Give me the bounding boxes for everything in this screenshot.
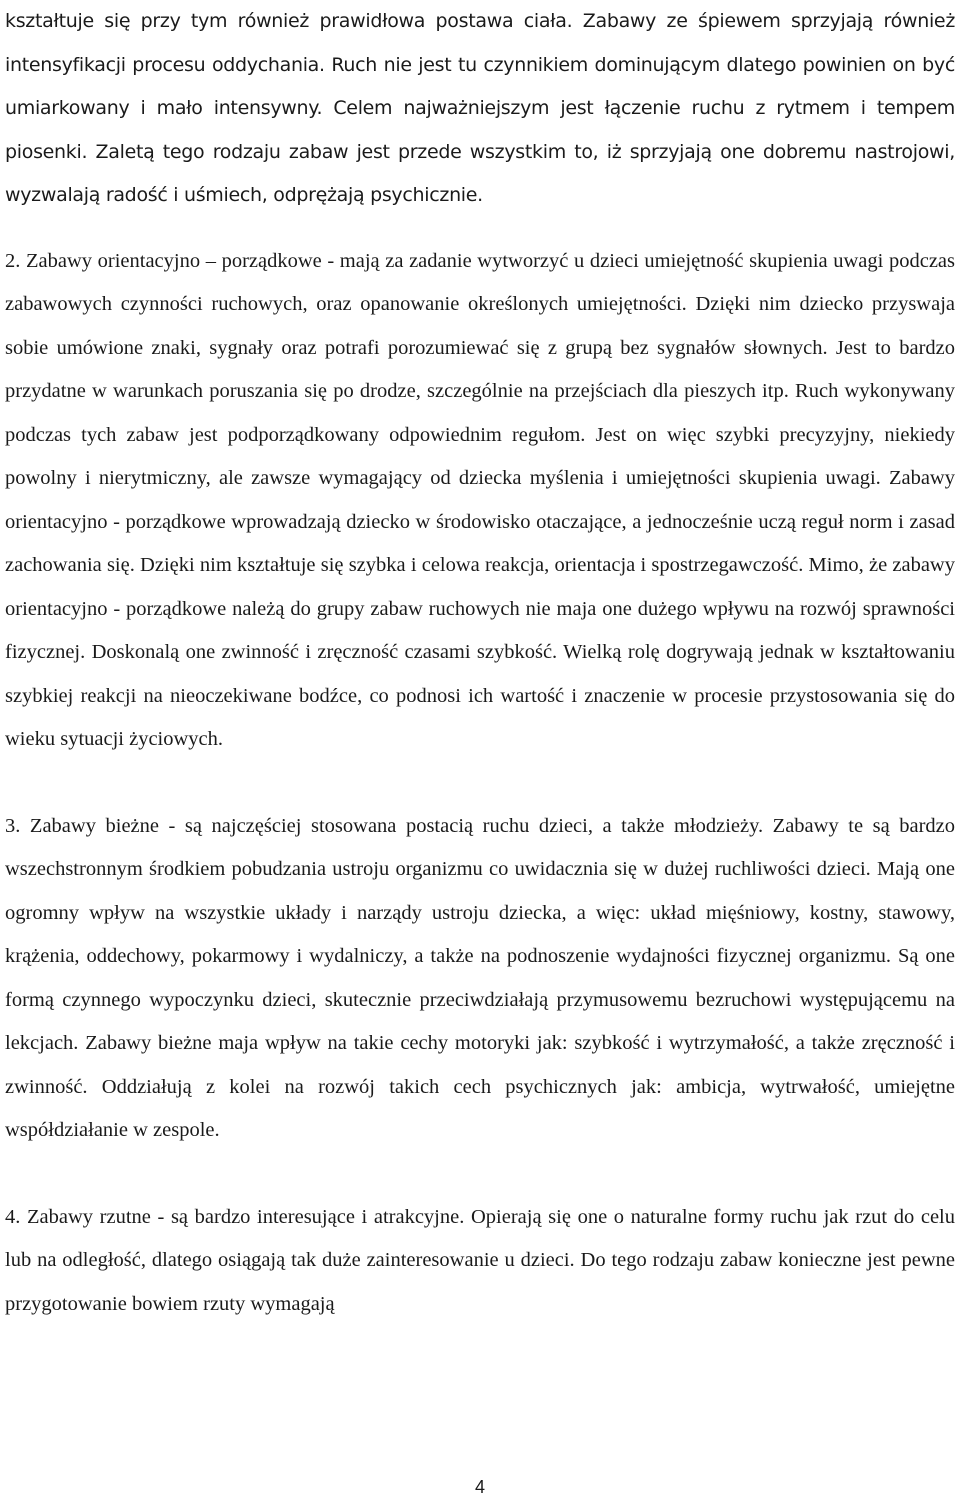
document-page <box>5 0 955 1326</box>
page-number: 4 <box>474 1477 485 1497</box>
paragraph-throwing-games: 4. Zabawy rzutne - są bardzo interesujące i atrakcyjne. Opierają się one o naturalne formy ruchu jak rzut do celu lub na odległość, dlatego osiągają tak duże zainteresowanie u dzieci. Do tego rodzaju zabaw konieczne jest pewne przygotowanie bowiem rzuty wymagają <box>5 1205 955 1315</box>
paragraph-spacer <box>5 762 955 805</box>
paragraph-spacer <box>5 218 955 240</box>
paragraph-orientation-games: 2. Zabawy orientacyjno – porządkowe - mają za zadanie wytworzyć u dzieci umiejętność skupienia uwagi podczas zabawowych czynności ruchowych, oraz opanowanie określonych umiejętności. Dzięki nim dziecko przyswaja sobie umówione znaki, sygnały oraz potrafi porozumiewać się z grupą bez sygnałów słownych. Jest to bardzo przydatne w warunkach poruszania się po drodze, szczególnie na przejściach dla pieszych itp. Ruch wykonywany podczas tych zabaw jest podporządkowany odpowiednim regułom. Jest on więc szybki precyzyjny, niekiedy powolny i nierytmiczny, ale zawsze wymagający od dziecka myślenia i umiejętności skupienia uwagi. Zabawy orientacyjno - porządkowe wprowadzają dziecko w środowisko otaczające, a jednocześnie uczą reguł norm i zasad zachowania się. Dzięki nim kształtuje się szybka i celowa reakcja, orientacja i spostrzegawczość. Mimo, że zabawy orientacyjno - porządkowe należą do grupy zabaw ruchowych nie maja one dużego wpływu na rozwój sprawności fizycznej. Doskonalą one zwinność i zręczność czasami szybkość. Wielką rolę dogrywają jednak w kształtowaniu szybkiej reakcji na nieoczekiwane bodźce, co podnosi ich wartość i znaczenie w procesie przystosowania się do wieku sytuacji życiowych. <box>5 249 955 750</box>
paragraph-spacer <box>5 1153 955 1196</box>
paragraph-singing-games: kształtuje się przy tym również prawidłowa postawa ciała. Zabawy ze śpiewem sprzyjają również intensyfikacji procesu oddychania. Ruch nie jest tu czynnikiem dominującym dlatego powinien on być umiarkowany i mało intensywny. Celem najważniejszym jest łączenie ruchu z rytmem i tempem piosenki. Zaletą tego rodzaju zabaw jest przede wszystkim to, iż sprzyjają one dobremu nastrojowi, wyzwalają radość i uśmiech, odprężają psychicznie. <box>5 10 955 206</box>
paragraph-running-games: 3. Zabawy bieżne - są najczęściej stosowana postacią ruchu dzieci, a także młodzieży. Zabawy te są bardzo wszechstronnym środkiem pobudzania ustroju organizmu co uwidacznia się w dużej ruchliwości dzieci. Mają one ogromny wpływ na wszystkie układy i narządy ustroju dziecka, a więc: układ mięśniowy, kostny, stawowy, krążenia, oddechowy, pokarmowy i wydalniczy, a także na podnoszenie wydajności fizycznej organizmu. Są one formą czynnego wypoczynku dzieci, skutecznie przeciwdziałają przymusowemu bezruchowi występującemu na lekcjach. Zabawy bieżne maja wpływ na takie cechy motoryki jak: szybkość i wytrzymałość, a także zręczność i zwinność. Oddziałują z kolei na rozwój takich cech psychicznych jak: ambicja, wytrwałość, umiejętne współdziałanie w zespole. <box>5 814 955 1141</box>
